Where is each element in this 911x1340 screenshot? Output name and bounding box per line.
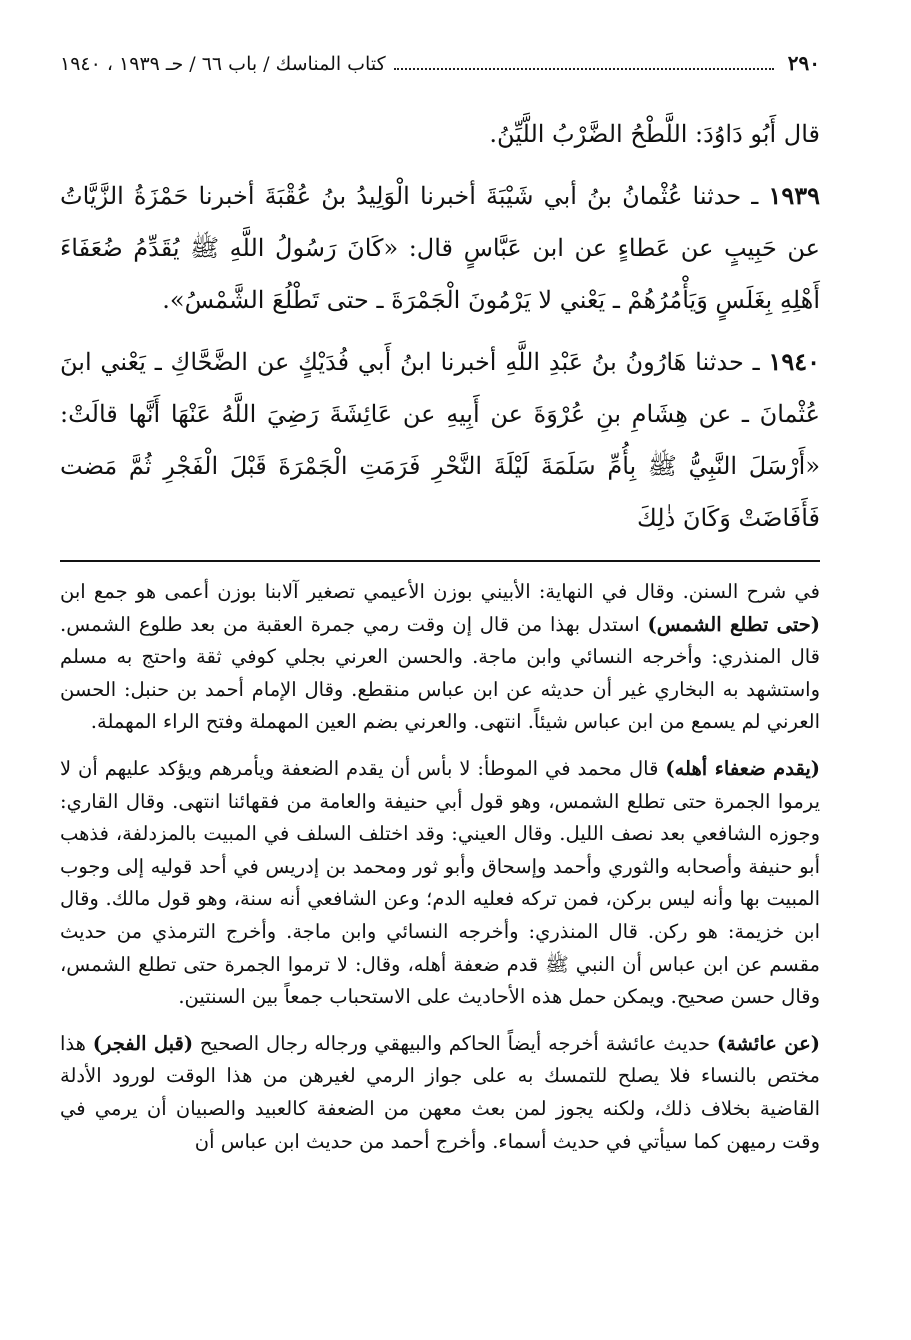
hadith-1940	[60, 336, 820, 544]
hadith-number: ١٩٣٩	[768, 181, 820, 210]
commentary-paragraph	[60, 1028, 820, 1158]
commentary-lemma: (عن عائشة)	[716, 1031, 821, 1055]
hadith-body: ـ حدثنا عُثْمانُ بنُ أبي شَيْبَةَ أخبرنا الْوَلِيدُ بنُ عُقْبَةَ أخبرنا حَمْزَةُ الزَّيَّاتُ عن حَبِيبٍ عن عَطاءٍ عن ابن عَبَّاسٍ قال: «كَانَ رَسُولُ اللَّهِ ﷺ يُقَدِّمُ ضُعَفَاءَ أَهْلِهِ بِغَلَسٍ وَيَأْمُرُهُمْ ـ يَعْني لا يَرْمُونَ الْجَمْرَةَ ـ حتى تَطْلُعَ الشَّمْسُ».	[60, 182, 820, 314]
header-dot-leader	[394, 68, 774, 70]
footnote-separator	[60, 560, 820, 562]
hadith-1939	[60, 170, 820, 326]
page-number: ٢٩٠	[787, 51, 820, 75]
hadith-number: ١٩٤٠	[768, 347, 820, 376]
abu-dawud-note: قال أَبُو دَاوُدَ: اللَّطْحُ الضَّرْبُ اللَّيِّنُ.	[489, 120, 820, 148]
commentary-text: هذا مختص بالنساء فلا يصلح للتمسك به على جواز الرمي لغيرهن من هذا الوقت لورود الأدلة القاضية بخلاف ذلك، ولكنه يجوز لمن بعث معهن من الضعفة كالعبيد والصبيان أن يرمي في وقت رميهن كما سيأتي في حديث أسماء. وأخرج أحمد من حديث ابن عباس أن	[60, 1031, 820, 1153]
hadith-text	[60, 108, 820, 544]
commentary-section	[60, 576, 820, 1158]
commentary-text: استدل بهذا من قال إن وقت رمي جمرة العقبة من بعد طلوع الشمس. قال المنذري: وأخرجه النسائي وابن ماجة. والحسن العرني بجلي كوفي ثقة واحتج به مسلم واستشهد به البخاري غير أن حديثه عن ابن عباس منقطع. وقال الإمام أحمد بن حنبل: الحسن العرني لم يسمع من ابن عباس شيئاً. انتهى. والعرني بضم العين المهملة وفتح الراء المهملة.	[60, 612, 820, 734]
commentary-text: حديث عائشة أخرجه أيضاً الحاكم والبيهقي ورجاله رجال الصحيح	[193, 1031, 717, 1055]
commentary-lemma: (قبل الفجر)	[92, 1031, 194, 1055]
commentary-text: في شرح السنن. وقال في النهاية: الأبيني بوزن الأعيمي تصغير آلابنا بوزن أعمى هو جمع ابن	[60, 580, 820, 603]
commentary-lemma: (حتى تطلع الشمس)	[647, 612, 820, 636]
hadith-body: ـ حدثنا هَارُونُ بنُ عَبْدِ اللَّهِ أخبرنا ابنُ أَبي فُدَيْكٍ عن الضَّحَّاكِ ـ يَعْني ابنَ عُثْمانَ ـ عن هِشَامِ بنِ عُرْوَةَ عن أَبِيهِ عن عَائِشَةَ رَضِيَ اللَّهُ عَنْهَا أَنَّها قالَتْ: «أَرْسَلَ النَّبِيُّ ﷺ بِأُمِّ سَلَمَةَ لَيْلَةَ النَّحْرِ فَرَمَتِ الْجَمْرَةَ قَبْلَ الْفَجْرِ ثُمَّ مَضت فَأَفَاضَتْ وَكَانَ ذٰلِكَ	[60, 348, 820, 532]
commentary-paragraph	[60, 576, 820, 739]
book-page	[60, 50, 820, 1172]
commentary-paragraph	[60, 753, 820, 1014]
commentary-lemma: (يقدم ضعفاء أهله)	[665, 756, 820, 780]
running-title: كتاب المناسك / باب ٦٦ / حـ ١٩٣٩ ، ١٩٤٠	[60, 53, 386, 75]
running-header	[60, 50, 820, 80]
commentary-text: قال محمد في الموطأ: لا بأس أن يقدم الضعفة ويأمرهم ويؤكد عليهم أن لا يرموا الجمرة حتى تطلع الشمس، وهو قول أبي حنيفة والعامة من فقهائنا انتهى. وقال القاري: وجوزه الشافعي بعد نصف الليل. وقال العيني: وقد اختلف السلف في المبيت بالمزدلفة، فذهب أبو حنيفة وأصحابه والثوري وأحمد وإسحاق وأبو ثور ومحمد بن إدريس في أحد قوليه إلى وجوب المبيت بها وأنه ليس بركن، فمن تركه فعليه الدم؛ وعن الشافعي أنه سنة، وهو قول مالك. وقال ابن خزيمة: هو ركن. قال المنذري: وأخرجه النسائي وابن ماجة. وأخرج الترمذي من حديث مقسم عن ابن عباس أن النبي ﷺ قدم ضعفة أهله، وقال: لا ترموا الجمرة حتى تطلع الشمس، وقال حسن صحيح. ويمكن حمل هذه الأحاديث على الاستحباب جمعاً بين السنتين.	[60, 756, 820, 1009]
